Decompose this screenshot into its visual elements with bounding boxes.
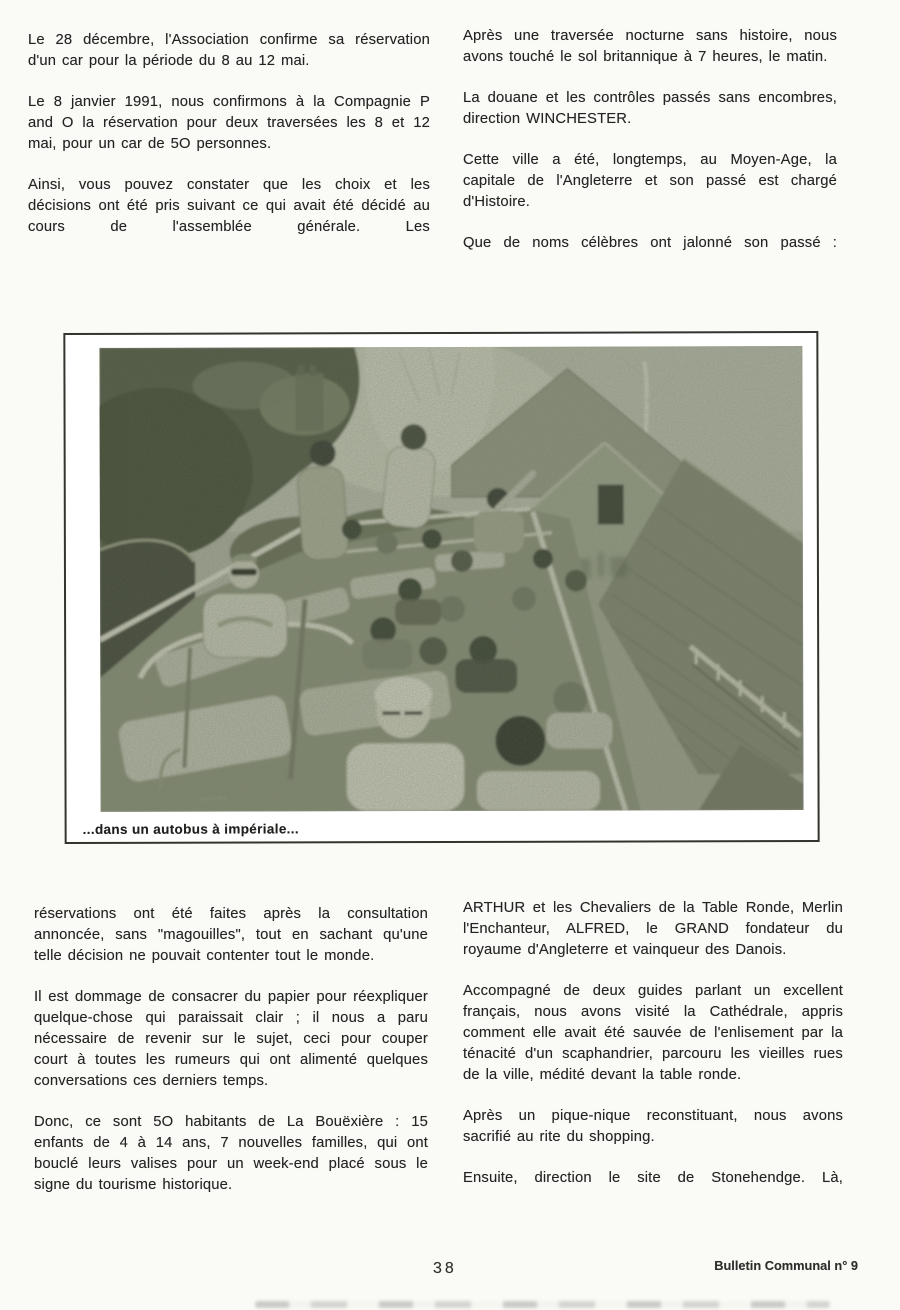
photo-caption: ...dans un autobus à impériale...	[82, 821, 299, 837]
paragraph: Il est dommage de consacrer du papier pour réexpliquer quelque-chose qui paraissait clair ; il nous a paru nécessaire de revenir sur le sujet, ceci pour couper court à toutes les rumeurs qui ont alimenté quelques conversations ces derniers temps.	[34, 989, 428, 1089]
paragraph: Après un pique-nique reconstituant, nous avons sacrifié au rite du shopping.	[463, 1108, 843, 1145]
column-top-left	[28, 30, 430, 258]
bus-photo	[99, 346, 803, 812]
paragraph: réservations ont été faites après la consultation annoncée, sans "magouilles", tout en sachant qu'une telle décision ne pouvait contenter tout le monde.	[34, 906, 428, 964]
bulletin-footer-label: Bulletin Communal n° 9	[714, 1258, 858, 1273]
paragraph: Donc, ce sont 5O habitants de La Bouëxière : 15 enfants de 4 à 14 ans, 7 nouvelles familles, qui ont bouclé leurs valises pour un week-end placé sous le signe du tourisme historique.	[34, 1114, 428, 1193]
paragraph: La douane et les contrôles passés sans encombres, direction WINCHESTER.	[463, 90, 837, 127]
column-bottom-right	[463, 898, 843, 1209]
page-number: 38	[433, 1260, 457, 1277]
column-bottom-left	[34, 904, 428, 1216]
paragraph: Que de noms célèbres ont jalonné son passé :	[463, 235, 837, 251]
paragraph: ARTHUR et les Chevaliers de la Table Ronde, Merlin l'Enchanteur, ALFRED, le GRAND fondateur du royaume d'Angleterre et vainqueur des Danois.	[463, 900, 843, 958]
column-top-right	[463, 26, 837, 274]
scan-edge-artifact	[255, 1301, 830, 1308]
paragraph: Le 28 décembre, l'Association confirme sa réservation d'un car pour la période du 8 au 12 mai.	[28, 32, 430, 69]
imperiale-bus-photo-illustration	[99, 346, 803, 812]
paragraph: Ainsi, vous pouvez constater que les choix et les décisions ont été pris suivant ce qui avait été décidé au cours de l'assemblée générale. Les	[28, 177, 430, 235]
paragraph: Cette ville a été, longtemps, au Moyen-Age, la capitale de l'Angleterre et son passé est chargé d'Histoire.	[463, 152, 837, 210]
paragraph: Après une traversée nocturne sans histoire, nous avons touché le sol britannique à 7 heures, le matin.	[463, 28, 837, 65]
paragraph: Ensuite, direction le site de Stonehendge. Là,	[463, 1170, 843, 1186]
paragraph: Le 8 janvier 1991, nous confirmons à la Compagnie P and O la réservation pour deux traversées les 8 et 12 mai, pour un car de 5O personnes.	[28, 94, 430, 152]
photo-grain	[99, 346, 803, 812]
paragraph: Accompagné de deux guides parlant un excellent français, nous avons visité la Cathédrale, appris comment elle avait été sauvée de l'enlisement par la ténacité d'un scaphandrier, parcouru les vieilles rues de la ville, médité devant la table ronde.	[463, 983, 843, 1083]
photo-frame	[63, 331, 819, 844]
